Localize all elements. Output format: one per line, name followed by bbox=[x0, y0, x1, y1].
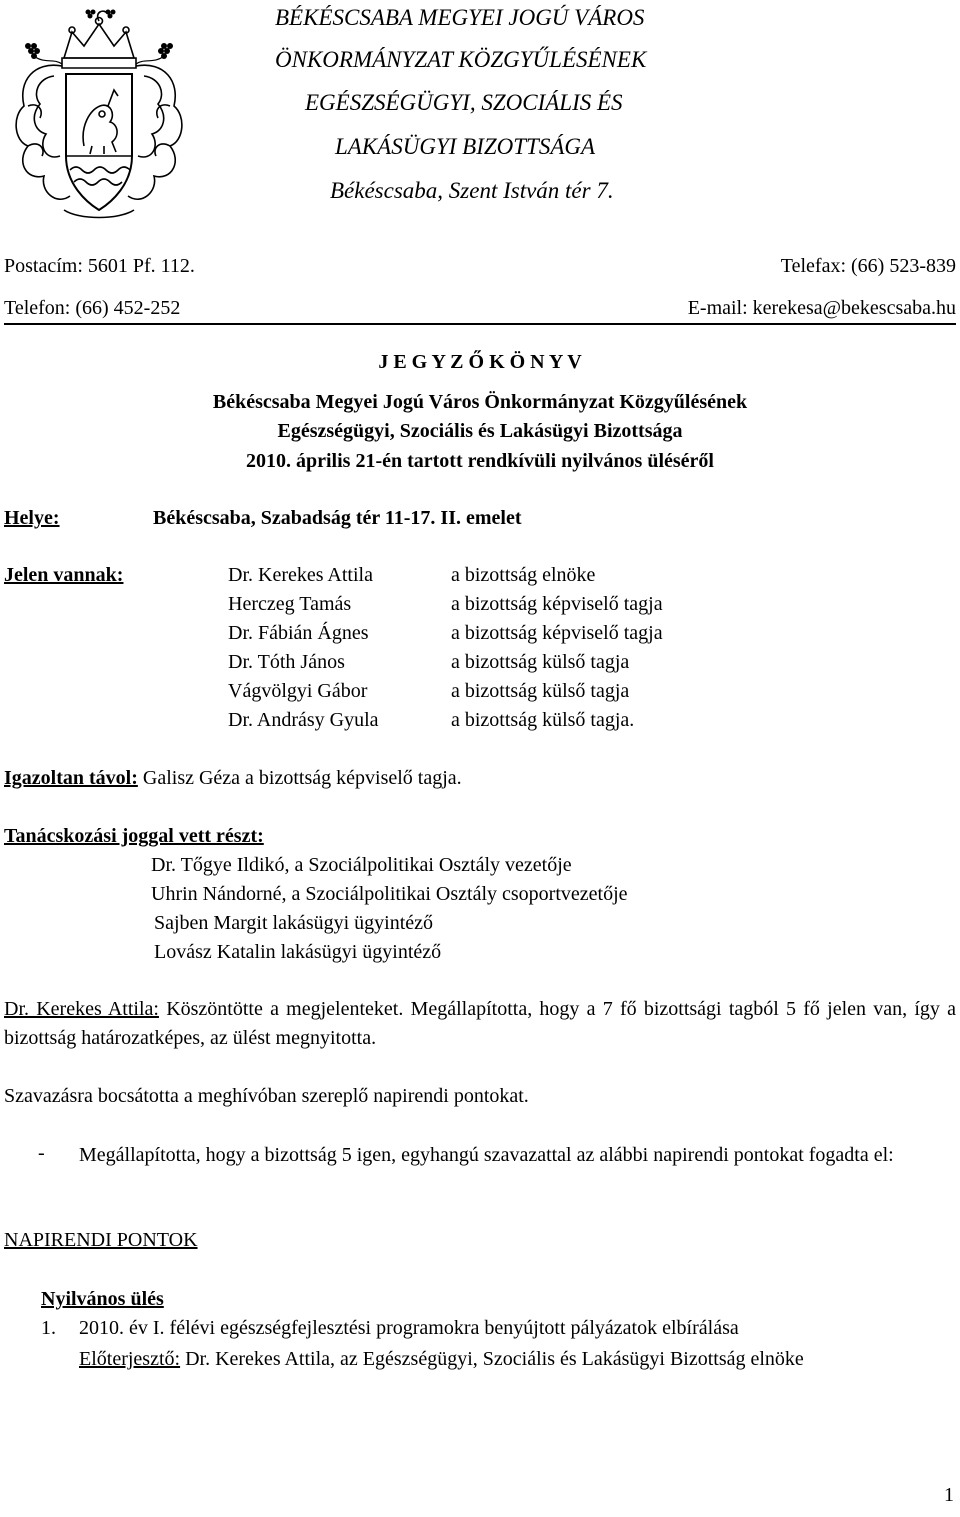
attendee-role: a bizottság külső tagja. bbox=[451, 709, 635, 731]
attendee-role: a bizottság képviselő tagja bbox=[451, 593, 663, 615]
opening-paragraph bbox=[4, 995, 956, 1053]
header-title-line-1: BÉKÉSCSABA MEGYEI JOGÚ VÁROS bbox=[275, 5, 645, 30]
attendee-name: Dr. Kerekes Attila bbox=[228, 564, 373, 586]
bullet-dash: - bbox=[38, 1142, 45, 1164]
advisory-label: Tanácskozási joggal vett részt: bbox=[4, 825, 264, 847]
advisory-person: Sajben Margit lakásügyi ügyintéző bbox=[154, 912, 434, 934]
header-address: Békéscsaba, Szent István tér 7. bbox=[330, 178, 614, 203]
attendee-name: Herczeg Tamás bbox=[228, 593, 352, 615]
attendee-name: Vágvölgyi Gábor bbox=[228, 680, 368, 702]
attendees-label: Jelen vannak: bbox=[4, 564, 124, 586]
agenda-item-presenter-line bbox=[79, 1345, 956, 1374]
advisory-person: Lovász Katalin lakásügyi ügyintéző bbox=[154, 941, 442, 963]
header-telefax: Telefax: (66) 523-839 bbox=[780, 255, 956, 277]
header-title-line-3: EGÉSZSÉGÜGYI, SZOCIÁLIS ÉS bbox=[305, 90, 623, 115]
agenda-session-label: Nyilvános ülés bbox=[41, 1288, 164, 1310]
agenda-item-number: 1. bbox=[41, 1317, 56, 1339]
minutes-subtitle-line-1: Békéscsaba Megyei Jogú Város Önkormányzat Közgyűlésének bbox=[212, 391, 748, 413]
city-coat-of-arms bbox=[4, 6, 194, 228]
attendee-role: a bizottság elnöke bbox=[451, 564, 596, 586]
agenda-heading: NAPIRENDI PONTOK bbox=[4, 1229, 198, 1251]
minutes-subtitle-line-2: Egészségügyi, Szociális és Lakásügyi Bizottsága bbox=[277, 420, 683, 442]
attendee-name: Dr. Fábián Ágnes bbox=[228, 622, 369, 644]
attendee-name: Dr. Tóth János bbox=[228, 651, 345, 673]
minutes-subtitle-line-3: 2010. április 21-én tartott rendkívüli nyilvános üléséről bbox=[246, 450, 714, 472]
attendee-role: a bizottság képviselő tagja bbox=[451, 622, 663, 644]
header-title-line-2: ÖNKORMÁNYZAT KÖZGYŰLÉSÉNEK bbox=[275, 47, 647, 72]
header-title-line-4: LAKÁSÜGYI BIZOTTSÁGA bbox=[335, 134, 596, 159]
location-label: Helye: bbox=[4, 507, 60, 529]
speaker-name: Dr. Kerekes Attila: bbox=[4, 998, 159, 1020]
header-divider bbox=[4, 323, 956, 325]
absent-label: Igazoltan távol: bbox=[4, 767, 138, 789]
attendee-name: Dr. Andrásy Gyula bbox=[228, 709, 379, 731]
absent-line bbox=[4, 766, 462, 790]
presenter-name: Dr. Kerekes Attila, az Egészségügyi, Szociális és Lakásügyi Bizottság elnöke bbox=[185, 1348, 804, 1370]
header-email: E-mail: kerekesa@bekescsaba.hu bbox=[687, 297, 956, 319]
attendee-role: a bizottság külső tagja bbox=[451, 680, 630, 702]
header-postal-address: Postacím: 5601 Pf. 112. bbox=[4, 255, 195, 277]
header-phone: Telefon: (66) 452-252 bbox=[4, 297, 181, 319]
advisory-person: Dr. Tőgye Ildikó, a Szociálpolitikai Osztály vezetője bbox=[151, 854, 572, 876]
page-number: 1 bbox=[944, 1484, 954, 1506]
location-value: Békéscsaba, Szabadság tér 11-17. II. emelet bbox=[153, 507, 522, 529]
bullet-text: Megállapította, hogy a bizottság 5 igen, egyhangú szavazattal az alábbi napirendi pontokat fogadta el: bbox=[79, 1144, 894, 1166]
opening-text: Köszöntötte a megjelenteket. Megállapította, hogy a 7 fő bizottsági tagból 5 fő jelen van, így a bizottság határozatképes, az ülést megnyitotta. bbox=[4, 998, 956, 1049]
vote-intro: Szavazásra bocsátotta a meghívóban szereplő napirendi pontokat. bbox=[4, 1085, 529, 1107]
attendee-role: a bizottság külső tagja bbox=[451, 651, 630, 673]
absent-text: Galisz Géza a bizottság képviselő tagja. bbox=[142, 767, 462, 789]
minutes-title: J E G Y Z Ő K Ö N Y V bbox=[378, 351, 582, 373]
agenda-item-title: 2010. év I. félévi egészségfejlesztési programokra benyújtott pályázatok elbírálása bbox=[79, 1317, 739, 1339]
advisory-person: Uhrin Nándorné, a Szociálpolitikai Osztály csoportvezetője bbox=[151, 883, 628, 905]
presenter-label: Előterjesztő: bbox=[79, 1348, 181, 1370]
